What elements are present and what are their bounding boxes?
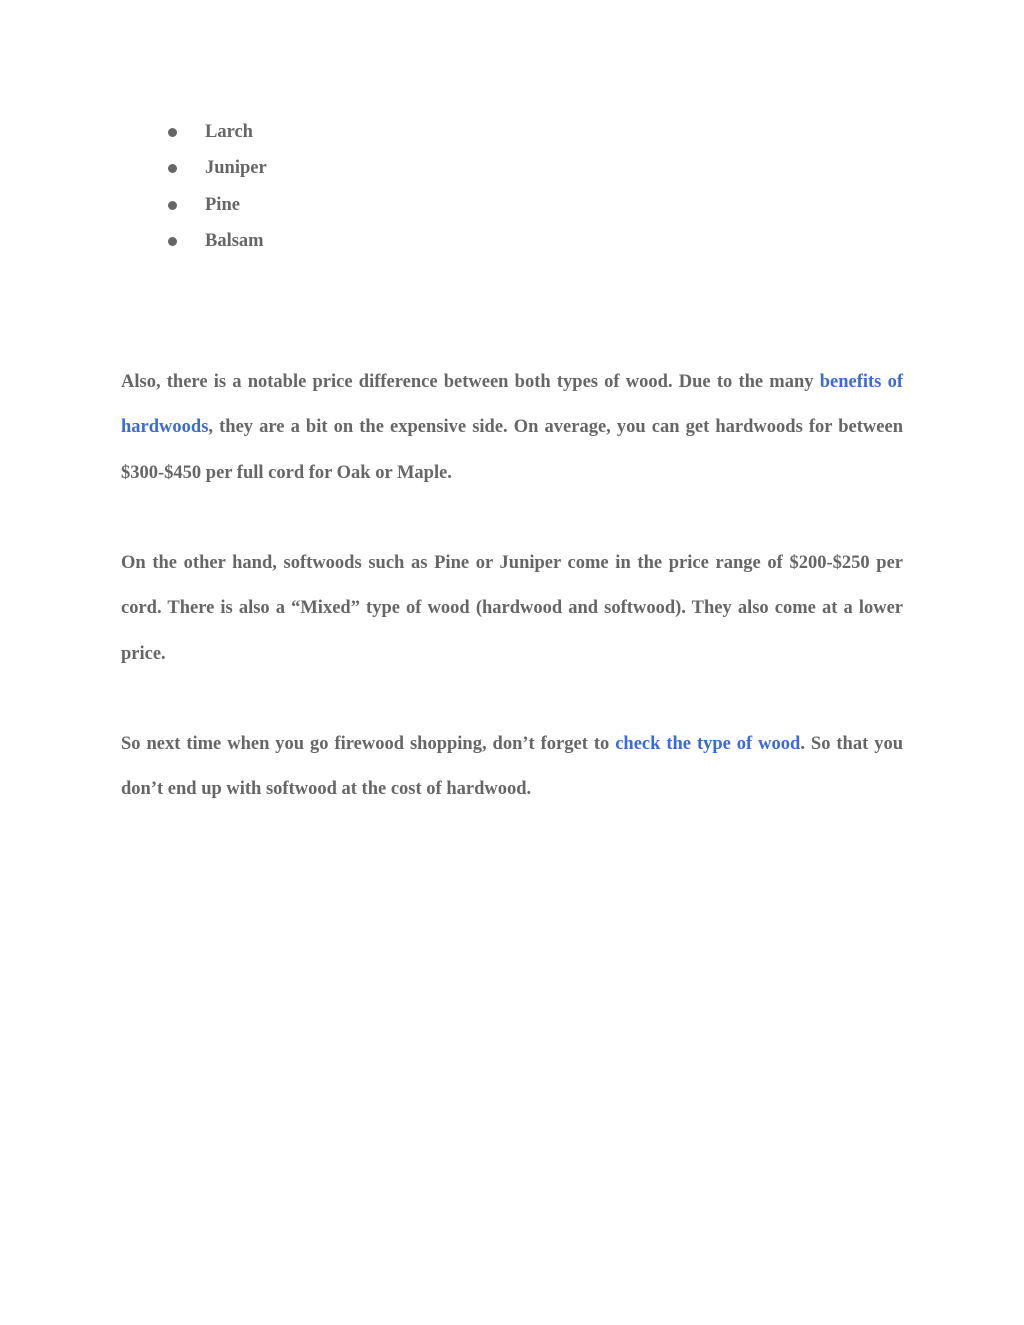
- list-item-label: Juniper: [205, 158, 267, 179]
- list-item-label: Balsam: [205, 231, 264, 252]
- price-difference-paragraph: [121, 360, 903, 496]
- paragraph-text: , they are a bit on the expensive side. On average, you can get hardwoods for between $300-$450 per full cord for Oak or Maple.: [121, 417, 903, 483]
- bullet-icon: [168, 128, 177, 137]
- list-item-label: Larch: [205, 122, 253, 142]
- shopping-advice-paragraph: [121, 722, 903, 813]
- paragraph-text: Also, there is a notable price difference between both types of wood. Due to the many: [121, 372, 820, 392]
- benefits-of-hardwoods-link[interactable]: benefits of hardwoods: [121, 372, 903, 438]
- paragraph-text: . So that you don’t end up with softwood at the cost of hardwood.: [121, 734, 903, 800]
- check-type-of-wood-link[interactable]: check the type of wood: [615, 734, 801, 754]
- paragraph-text: So next time when you go firewood shopping, don’t forget to: [121, 734, 616, 754]
- softwood-price-paragraph: [121, 541, 903, 677]
- bullet-icon: [168, 237, 177, 246]
- bullet-icon: [168, 164, 177, 173]
- paragraph-text: On the other hand, softwoods such as Pine or Juniper come in the price range of $200-$250 per cord. There is also a “Mixed” type of wood (hardwood and softwood). They also come at a lower price.: [121, 553, 903, 664]
- list-item-label: Pine: [205, 194, 240, 215]
- bullet-icon: [168, 201, 177, 210]
